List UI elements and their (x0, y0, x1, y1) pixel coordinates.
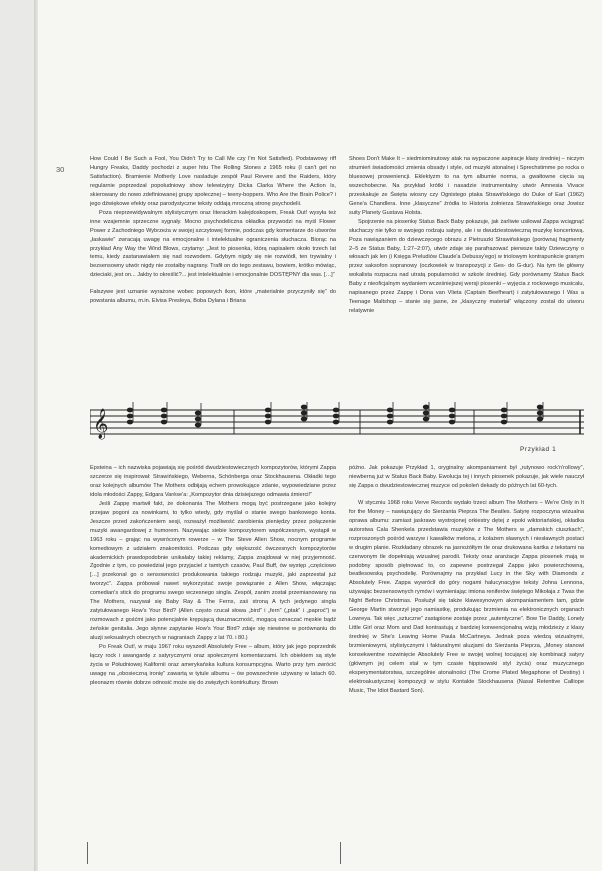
paragraph: Poza nieprzewidywalnym stylistycznym oraz literackim kalejdoskopem, Freak Out! wysyła też inne wzajemnie sprzeczne sygnały. Mocno psychodeliczna okładka przywodzi na myśl Flower Power z Zachodniego Wybrzeża w swojej szczytowej formie, podczas gdy komentarze do utworów „łaskawie” zwracają uwagę na emocjonalne i intelektualne ograniczenia słuchacza. Biorąc na przykład Any Way the Wind Blows, czytamy: „Jest to piosenka, którą napisałem około trzech lat temu, kiedy zastanawiałem się nad rozwodem. Gdybym nigdy się nie rozwiódł, ten trywialny i bezsensowny utwór nigdy nie zostałby nagrany. Trafił on do tego zestawu, bowiem, krótko mówiąc, dzieciaki, jest on... Jakby to określić?... jest intelektualnie i emocjonalnie DOSTĘPNY dla was. […]” (90, 209, 336, 279)
paragraph: How Could I Be Such a Fool, You Didn't Try to Call Me czy I'm Not Satisfied). Podstawowy riff Hungry Freaks, Daddy pochodzi z super hitu The Rolling Stones z 1965 roku (I can't get no Satisfaction). Bramienie Motherly Love nasladuje zespół Paul Revere and the Raiders, który regularnie poprzedzał popołudniowy show telewizyjny Dicka Clarka Where the Action Is, skierowany do nowo zdefiniowanej grupy społecznej – teeny-boppers. Who Are the Brain Police? i jego dźwiękowe efekty oraz parodystyczne teksty oddają mroczną stronę psychodelii. (90, 156, 336, 207)
paragraph: Jeśli Zappę martwił fakt, że dokonania The Mothers mogą być postrzegane jako kolejny przejaw pogoni za nowinkami, to tylko wtedy, gdy myślał o stanie swego bankowego konta. Jeszcze przed zakończeniem sesji, rozważył możliwość zarobienia pieniędzy przez połączenie muzyki awangardowej z humorem. Nazywając siebie kompozytorem współczesnym, wystąpił w 1963 roku – grając na wywróconym rowerze – w The Steve Allen Show, nocnym programie komediowym z udziałem znakomitości. Podczas gdy większość ówczesnych kompozytorów akademickich prawdopodobnie unikałaby takiej reklamy, Zappa znajdował w niej przyjemność. Zgodnie z tym, co powiedział jego przyjaciel z tamtych czasów, Paul Buff, ów występ „częściowo […] przekonał go o sensowności produkowania takiego rodzaju muzyki, jaki zaprzestał już tworzyć”. Zappa próbował nawet wykorzystać swoje powiązanie z Allen Show, włączając comedian's stick do programu swego wczesnego singla. Zespół, zanim został przemianowany na The Mothers, nazywał się Baby Ray & The Ferns, zaś stroną A tych jedynego singla zatytułowanego How's Your Bird? (Allen często rzucał słowa „bird” i „fern” („ptak” i „paproć”) w rozmowach z gośćmi jako potencjalnie krępującą dwuznaczność, mogącą oznaczać męskie bądź żeńskie genitalia. Jego słynne zapytanie How's Your Bird? zdaje się niewinne w porównaniu do aluzji seksualnych obecnych w nagraniach Zappy z lat 70. i 80.) (90, 500, 336, 642)
paragraph: Spojrzenie na piosenkę Status Back Baby pokazuje, jak żarliwie usiłował Zappa wciągnąć słuchaczy nie tylko w swojego rodzaju satyrę, ale i w dwudziestowieczną muzykę koncertową. Poza nawiązaniem do dziewczęcego obrazu z Pietruszki Strawińskiego (porównaj fragmenty 2–5 ze Status Baby, 1:27–2:07), utwór zdaje się parafrazować pierwsze takty Dziewczyny o włosach jak len (i Księga Preludiów Claude'a Debussy'ego) w triolowym kontrapunkcie granym przez saksofon sopranowy (oczkowiek w transpozycji z Ges- do G-dur). Na tym tle główny wokalista rozpacza nad utratą popularności w szkole średniej. Gdy porównamy Status Back Baby z nieoficjalnym wydaniem wcześniejszej wersji piosenki – wyjęcia z rockowego musicalu, napisanego przez Zappę i Dona van Vlieta (Captain Beefheart) i zatytułowanego I Was a Teenage Maltshop – stanie się jasne, że „klasyczny materiał” włączony został do utworu relatywnie (349, 218, 584, 315)
left-column-top (90, 155, 336, 306)
right-column-top (349, 155, 584, 316)
paragraph: W styczniu 1968 roku Verve Records wydało trzeci album The Mothers – We're Only in It for the Money – nawiązujący do Sierżanta Pieprza The Beatles. Satyrę rozpoczyna wizualna oprawa albumu: zamiast jaskrawo wystrojonej orkiestry dętej z epoki wiktoriańskiej, okładka autorstwa Cala Shenkela przedstawia muzyków z The Mothers w „damskich ciuszkach”, rozproszonych pośród warzyw i kawałków melona, z kolażem sławnych i niesławnych postaci w drugim planie. Rozkładany obrazek na jasnożółtym tle oraz drukowana kartka z tekstami na czerwonym tle dopełniają wizualnej parodii. Teksty oraz aranżacje Zappa piosenek mają w podobny sposób piętnować to, co zapewne postrzegał Zappa jako powierzchowną, beatlesowską psychodelię. Porównajmy na przykład Lucy in the Sky with Diamonds z Absolutely Free. Zappa wywrócił do góry nogami halucynacyjne teksty Johna Lennona, używając bezsensownych rymów i wymieniając imiona reniferów świętego Mikołaja z Twas the Night Before Christmas. Posłużył się także klawesynowym akompaniamentem tam, gdzie George Martin stworzył jego namiastkę, produkując brzmienia na elektronicznych organach Lowreya. Tak więc „sztuczne” zastąpione zostaje przez „autentyczne”. Bow Tie Daddy, Lonely Little Girl oraz Mom and Dad kontrastują z bardziej konwencjonalną wizją młodzieży z klasy średniej w She's Leaving Home Paula McCartneya. Jednak poza wiedzą wizualnymi, brzmieniowymi, stylistycznymi i fakturalnymi aluzjami do Sierżanta Pieprza, „Money stanowi konsekwentne rozwinięcie Absolutely Free w swojej wolnej tocującej się kombinacji satyry (głównym jej celem stał w tym czasie hippisowski styl życia) oraz muzycznego eksperymentatorstwa, szczególnie atonalności (The Crome Plated Megaphone of Destiny) i elektroakustycznej kompozycji w stylu Kontakte Stockhausena (Nasal Retentive Calliope Music, The Idiot Bastard Son). (349, 499, 584, 694)
paragraph: Epsteina – ich nazwiska pojawiają się pośród dwudziestowiecznych kompozytorów, którymi Zappa szczerze się inspirował: Strawińskiego, Weberna, Schönberga oraz Stockhausena. Okładki tego oraz kolejnych albumów The Mothers odbijają echem prowokujące zdanie, wypowiedziane przez idola młodości Zappy, Edgara Varèse'a: „Kompozytor dnia dzisiejszego odmawia śmierci!” (90, 465, 336, 498)
example-caption: Przykład 1 (520, 446, 557, 453)
paragraph: późno. Jak pokazuje Przykład 1, oryginalny akompaniament był „rutynowo rock'n'rollowy”, niewberną już w Status Back Baby. Ewolucja tej i innych piosenek pokazuje, jak wiele nauczył się Zappa o dwudziestowiecznej muzyce od pokoleń dekady do późnych lat 60-tych. (349, 465, 584, 489)
treble-clef-icon: 𝄞 (93, 409, 109, 439)
crop-mark (87, 842, 88, 864)
paragraph: Po Freak Out!, w maju 1967 roku wyszedł Absolutely Free – album, który jak jego poprzednik łączy rock i awangardę z satyrycznymi oraz społecznymi komentarzami. Ich obiektem są style życia w Południowej Kalifornii oraz amerykańska kultura konsumpcyjna. Warto przy tym zwrócić uwagę na „obosieczną ironię” zawartą w tytule albumu – ów powszechnie używany w latach 60. pleonazm równie dobrze odnosić może się do zwięzłych kontrkultury. Brown (90, 644, 336, 686)
page-number: 30 (56, 165, 65, 174)
left-column-bottom (90, 464, 336, 688)
paragraph: Fałszywe jest uznanie wyrażone wobec popowych ikon, które „materialnie przyczyniły się” do powstania albumu, m.in. Elvisa Presleya, Boba Dylana i Briana (90, 289, 336, 305)
music-example-staff (90, 402, 584, 442)
crop-mark (340, 842, 341, 864)
paragraph: Shoes Don't Make It – siedmiominutowy atak na wypaczone aspiracje klasy średniej – niczym strumień świadomości zmienia obsady i style, od muzyki atonalnej i Sprechstimme po rocka o bluesowej proweniencji. Eklektyzm to na tym albumie norma, a gwałtowne cięcia są wszechobecne. Na przykład krótki i nasadzie instrumentalny utwór Amnesia Vivace przeskakuje ze Święta wiosny czy Ognistego ptaka Strawińskiego do Duke of Earl (1962) Gene'a Chandlera. Inne „klasyczne” źródła to Historia żołnierza Strawińskiego oraz Jowisz suity Planety Gustava Holsta. (349, 156, 584, 216)
right-column-bottom (349, 464, 584, 696)
